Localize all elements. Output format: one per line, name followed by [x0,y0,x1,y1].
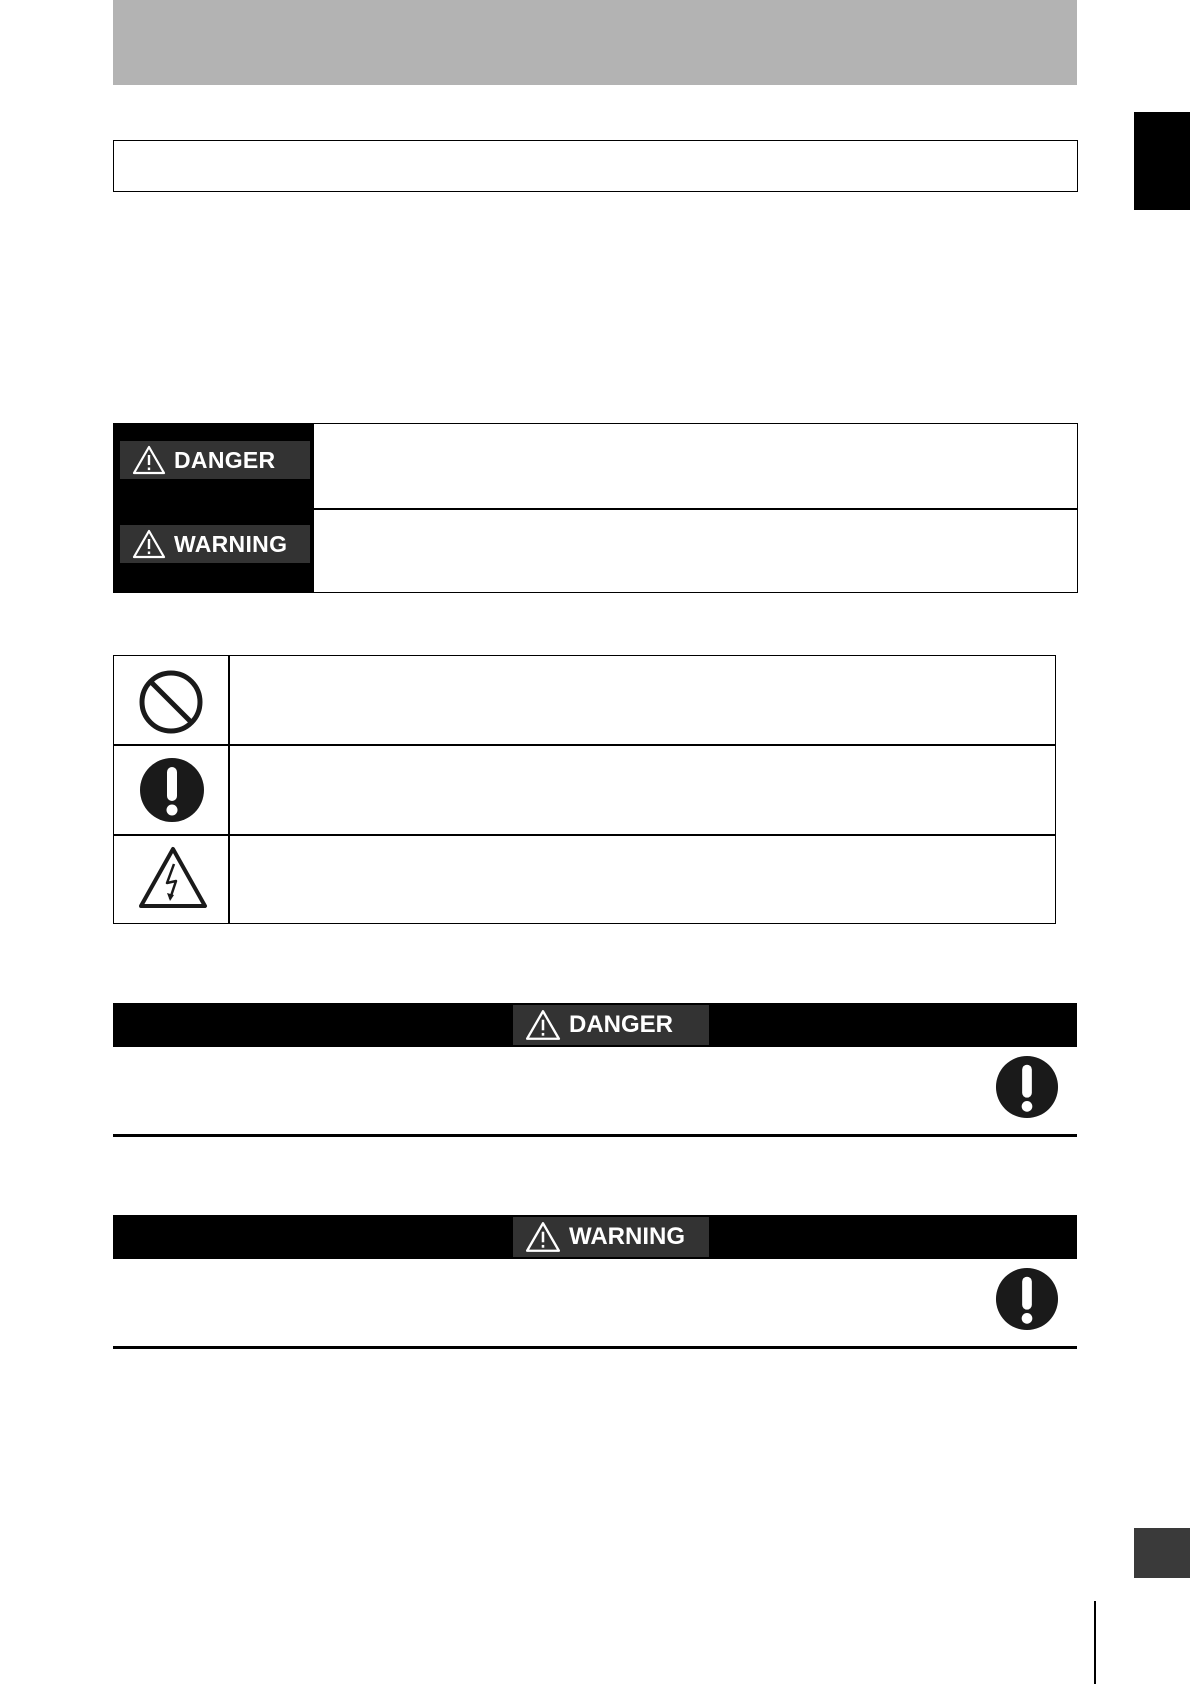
danger-notice-bar [113,1003,1077,1047]
electric-shock-icon [138,846,208,910]
safety-symbol-table [113,655,1056,924]
mandatory-action-icon [139,757,205,823]
table-row-divider [114,744,1055,746]
signal-word-table [113,423,1078,593]
warning-signal-label [120,525,310,563]
warning-notice-text: WARNING [569,1223,685,1250]
table-row-divider [114,834,1055,836]
chapter-index-tab [1134,112,1190,210]
page-number-rule [1094,1601,1096,1684]
prohibition-icon [137,668,205,736]
header-band [113,0,1077,85]
warning-notice-bar [113,1215,1077,1259]
danger-notice-text: DANGER [569,1011,674,1038]
warning-notice-label [513,1217,709,1257]
danger-notice-label [513,1005,709,1045]
section-title-box [113,140,1078,192]
warning-triangle-icon [132,445,166,475]
warning-signal-text: WARNING [174,530,288,557]
notice-bottom-rule [113,1134,1077,1137]
danger-signal-text: DANGER [174,446,276,473]
warning-triangle-icon [525,1009,561,1041]
table-column-divider [228,656,230,923]
notice-bottom-rule [113,1346,1077,1349]
warning-triangle-icon [525,1221,561,1253]
mandatory-action-icon [995,1055,1059,1119]
table-row-divider [314,508,1077,510]
danger-signal-label [120,441,310,479]
warning-triangle-icon [132,529,166,559]
appendix-index-tab [1134,1528,1190,1578]
mandatory-action-icon [995,1267,1059,1331]
